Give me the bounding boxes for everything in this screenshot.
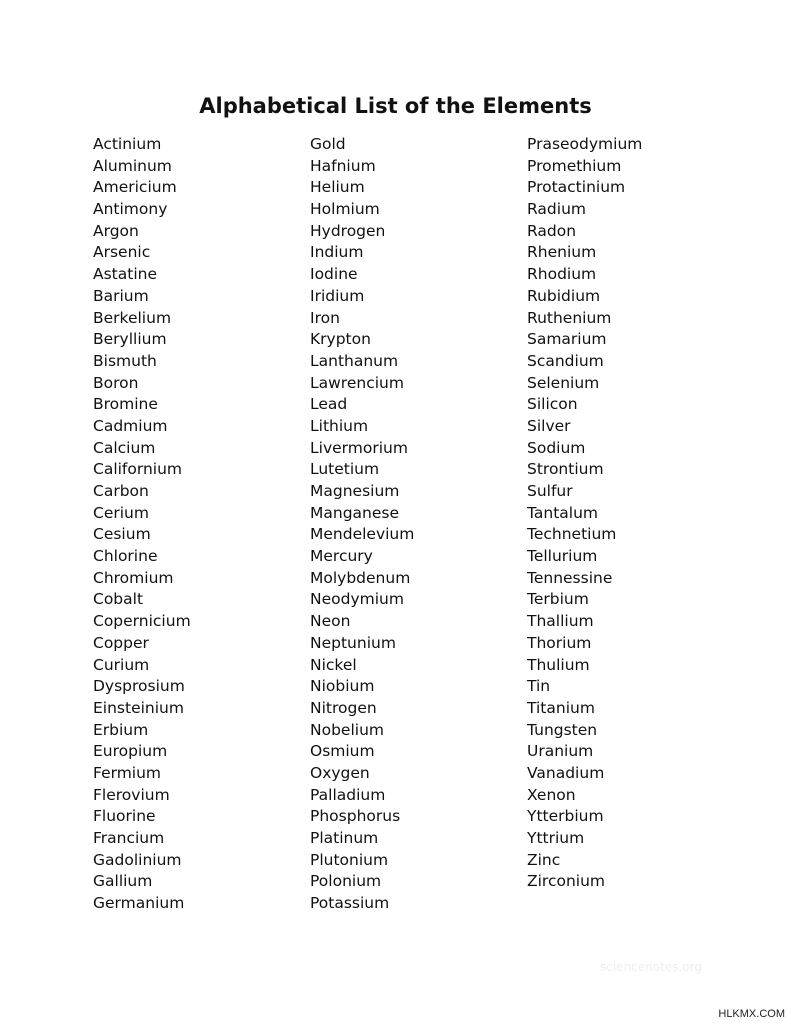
element-name: Silver [527,416,571,435]
element-name: Sodium [527,438,586,457]
element-name: Neodymium [310,590,404,609]
element-name: Copernicium [93,612,191,631]
element-name: Yttrium [527,829,585,847]
element-name: Lanthanum [310,351,399,370]
element-name: Tellurium [527,547,598,566]
element-name: Sulfur [527,482,573,500]
element-name: Strontium [527,460,604,479]
element-name: Fluorine [93,807,156,826]
element-name: Selenium [527,373,600,392]
element-name: Ytterbium [527,807,604,826]
element-name: Ruthenium [527,308,612,327]
element-name: Technetium [527,525,617,544]
element-name: Tungsten [527,720,598,739]
element-name: Mercury [310,547,373,566]
element-name: Curium [93,655,150,674]
element-name: Iodine [310,265,358,284]
element-name: Plutonium [310,850,389,869]
element-name: Carbon [93,482,149,500]
element-name: Gadolinium [93,850,182,869]
element-name: Potassium [310,894,390,913]
element-name: Thorium [527,633,592,652]
element-name: Chromium [93,568,174,587]
element-name: Actinium [93,135,162,153]
element-name: Polonium [310,872,382,891]
element-name: Cobalt [93,590,144,609]
element-name: Rhodium [527,265,597,284]
element-name: Krypton [310,330,371,349]
element-name: Palladium [310,785,386,804]
element-name: Cadmium [93,416,168,435]
element-name: Erbium [93,720,149,739]
element-name: Barium [93,286,149,305]
element-name: Americium [93,178,177,197]
element-name: Astatine [93,265,157,284]
element-name: Livermorium [310,438,408,457]
element-name: Beryllium [93,330,167,349]
element-name: Cesium [93,525,151,544]
element-name: Fermium [93,763,162,782]
element-name: Hydrogen [310,221,386,240]
element-name: Tin [527,677,551,696]
element-name: Lead [310,395,348,414]
element-name: Holmium [310,200,380,219]
element-name: Francium [93,829,165,847]
element-name: Thallium [527,612,594,631]
element-column-1 [93,134,191,915]
element-name: Magnesium [310,482,400,500]
element-name: Gallium [93,872,153,891]
element-name: Antimony [93,200,168,219]
element-name: Iron [310,308,340,327]
element-name: Silicon [527,395,578,414]
element-name: Helium [310,178,365,197]
element-name: Indium [310,243,364,262]
element-name: Radium [527,200,586,219]
element-name: Calcium [93,438,156,457]
element-name: Chlorine [93,547,158,566]
element-name: Neon [310,612,351,631]
element-name: Zinc [527,850,561,869]
watermark-text: sciencenotes.org [600,960,702,974]
element-name: Aluminum [93,156,172,175]
element-name: Nobelium [310,720,384,739]
element-name: Flerovium [93,785,170,804]
element-name: Nickel [310,655,357,674]
element-name: Lutetium [310,460,380,479]
element-name: Rhenium [527,243,597,262]
element-name: Manganese [310,503,400,522]
element-name: Tennessine [527,568,613,587]
element-name: Nitrogen [310,698,377,717]
element-column-2 [310,134,414,915]
element-column-3 [527,134,642,893]
element-name: Mendelevium [310,525,415,544]
element-name: Osmium [310,742,375,761]
element-name: Molybdenum [310,568,411,587]
element-name: Berkelium [93,308,172,327]
element-name: Iridium [310,286,365,305]
element-name: Europium [93,742,168,761]
element-name: Copper [93,633,149,652]
element-name: Tantalum [527,503,599,522]
element-name: Germanium [93,894,185,913]
element-name: Lithium [310,416,369,435]
element-name: Bromine [93,395,158,414]
element-name: Praseodymium [527,135,643,153]
element-name: Scandium [527,351,604,370]
element-name: Arsenic [93,243,151,262]
element-name: Neptunium [310,633,396,652]
element-name: Oxygen [310,763,370,782]
element-name: Einsteinium [93,698,184,717]
element-name: Argon [93,221,139,240]
element-name: Terbium [527,590,589,609]
element-name: Dysprosium [93,677,185,696]
element-name: Californium [93,460,183,479]
element-name: Xenon [527,785,576,804]
element-name: Gold [310,135,346,153]
element-name: Boron [93,373,139,392]
element-name: Lawrencium [310,373,404,392]
element-name: Rubidium [527,286,601,305]
element-name: Bismuth [93,351,157,370]
element-name: Vanadium [527,763,605,782]
element-name: Protactinium [527,178,626,197]
element-name: Radon [527,221,577,240]
page-title: Alphabetical List of the Elements [199,94,592,118]
element-name: Samarium [527,330,607,349]
footer-site-mark: HLKMX.COM [718,1008,785,1020]
element-name: Uranium [527,742,594,761]
element-name: Cerium [93,503,149,522]
element-name: Titanium [527,698,595,717]
element-name: Phosphorus [310,807,401,826]
element-name: Hafnium [310,156,376,175]
element-name: Thulium [527,655,590,674]
element-name: Niobium [310,677,375,696]
element-name: Platinum [310,829,379,847]
element-name: Zirconium [527,872,606,891]
element-name: Promethium [527,156,622,175]
